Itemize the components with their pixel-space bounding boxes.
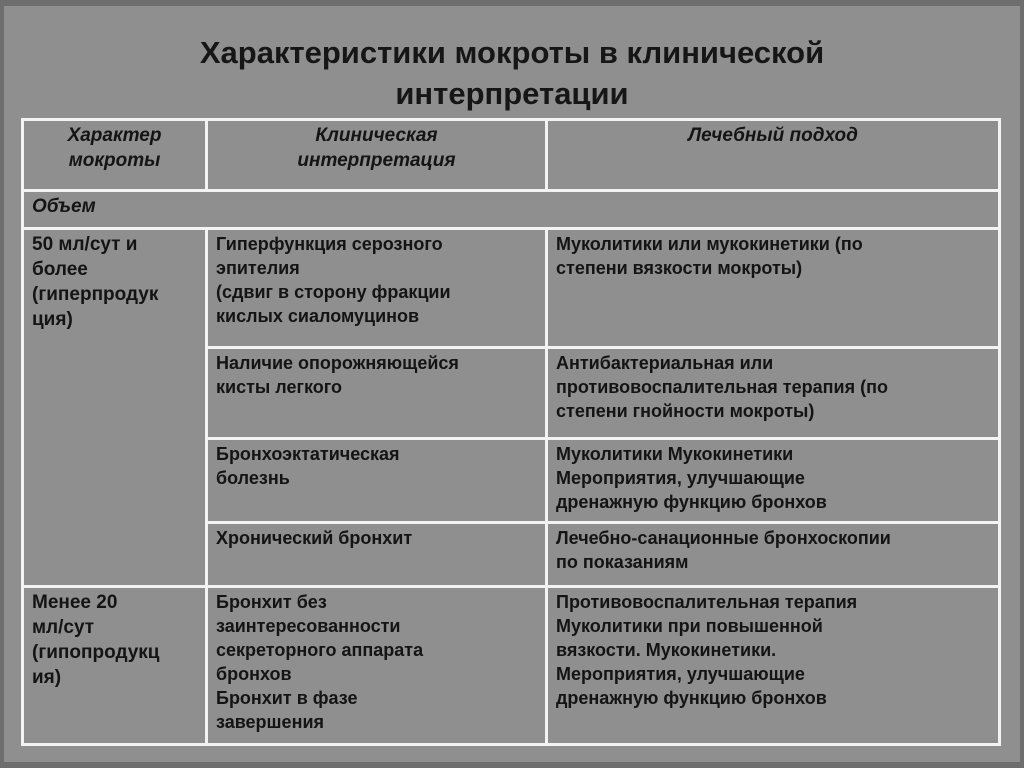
character-cell-low <box>23 587 207 745</box>
treatment-text: Лечебно-санационные бронхоскопии по показаниям <box>556 528 891 572</box>
header-character-label: Характер мокроты <box>67 125 162 171</box>
treatment-cell <box>547 523 1000 587</box>
interpretation-text: Бронхоэктатическая болезнь <box>216 444 400 488</box>
treatment-cell <box>547 348 1000 439</box>
interpretation-cell <box>207 348 547 439</box>
character-text-high: 50 мл/сут и более (гиперпродук ция) <box>32 234 159 330</box>
interpretation-text: Гиперфункция серозного эпителия (сдвиг в сторону фракции кислых сиаломуцинов <box>216 234 451 326</box>
sputum-characteristics-table <box>21 118 1001 746</box>
slide-title-line-2: интерпретации <box>395 76 629 111</box>
treatment-cell <box>547 439 1000 523</box>
table-row <box>23 587 1000 745</box>
header-treatment <box>547 120 1000 191</box>
header-character <box>23 120 207 191</box>
treatment-text: Антибактериальная или противовоспалительная терапия (по степени гнойности мокроты) <box>556 353 888 421</box>
treatment-cell <box>547 587 1000 745</box>
treatment-text: Противовоспалительная терапия Муколитики при повышенной вязкости. Мукокинетики. Мероприятия, улучшающие дренажную функцию бронхов <box>556 592 858 708</box>
treatment-cell <box>547 229 1000 348</box>
section-row-volume <box>23 191 1000 229</box>
interpretation-text: Бронхит без заинтересованности секреторного аппарата бронхов Бронхит в фазе завершения <box>216 592 424 732</box>
treatment-text: Муколитики или мукокинетики (по степени вязкости мокроты) <box>556 234 863 278</box>
interpretation-cell <box>207 587 547 745</box>
header-treatment-label: Лечебный подход <box>688 125 858 146</box>
header-interpretation <box>207 120 547 191</box>
interpretation-cell <box>207 229 547 348</box>
header-interpretation-label: Клиническая интерпретация <box>297 125 456 171</box>
interpretation-cell <box>207 523 547 587</box>
table-header-row <box>23 120 1000 191</box>
character-cell-high <box>23 229 207 587</box>
interpretation-cell <box>207 439 547 523</box>
interpretation-text: Наличие опорожняющейся кисты легкого <box>216 353 459 397</box>
interpretation-text: Хронический бронхит <box>216 528 413 548</box>
character-text-low: Менее 20 мл/сут (гипопродукц ия) <box>32 592 160 688</box>
treatment-text: Муколитики Мукокинетики Мероприятия, улучшающие дренажную функцию бронхов <box>556 444 827 512</box>
table-row <box>23 229 1000 348</box>
slide-title-line-1: Характеристики мокроты в клинической <box>199 35 825 70</box>
section-label-volume: Объем <box>23 191 1000 229</box>
slide-title <box>0 32 1024 114</box>
